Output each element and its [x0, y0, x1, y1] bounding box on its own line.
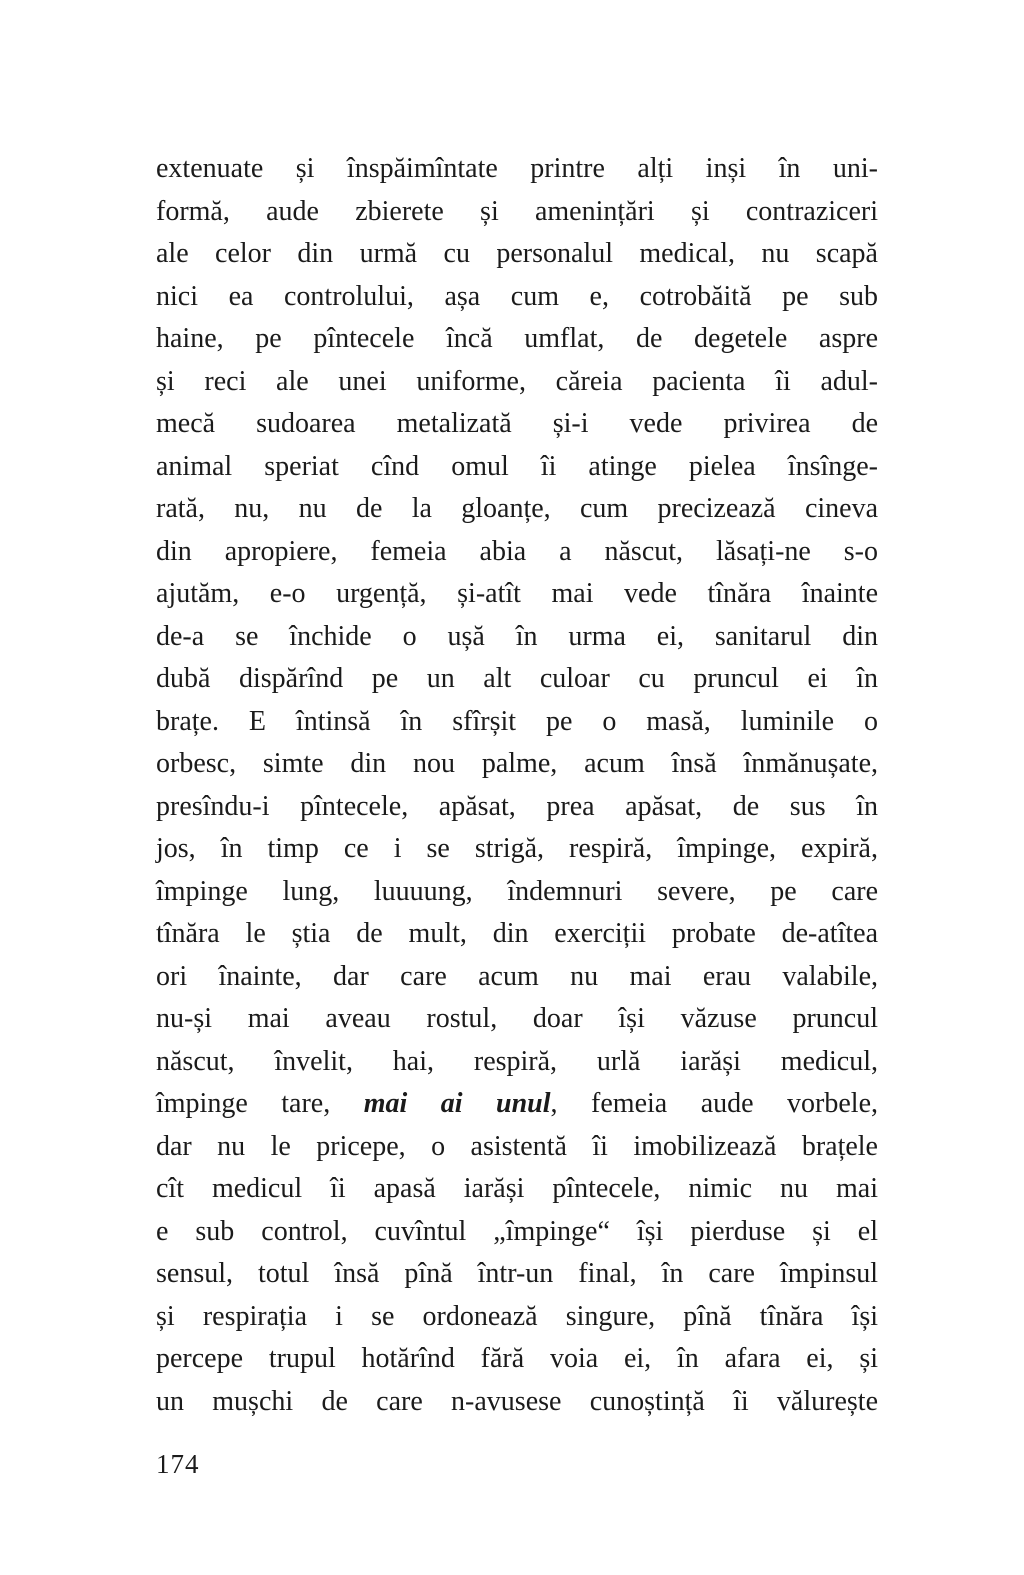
text-segment: ajutăm, e-o urgență, și-atît mai vede tînăra înainte	[156, 578, 878, 609]
text-segment: animal speriat cînd omul îi atinge pielea însînge-	[156, 450, 878, 482]
text-segment: nu-și mai aveau rostul, doar își văzuse pruncul	[156, 1003, 878, 1034]
text-line	[156, 1126, 878, 1169]
text-line	[156, 913, 878, 956]
text-segment: din apropiere, femeia abia a născut, lăsați-ne s-o	[156, 535, 878, 567]
text-line	[156, 616, 878, 659]
page-number: 174	[156, 1449, 200, 1479]
text-line	[156, 361, 878, 404]
text-line	[156, 1338, 878, 1381]
text-segment: rată, nu, nu de la gloanțe, cum precizează cineva	[156, 493, 878, 524]
text-line	[156, 488, 878, 531]
text-segment: tînăra le știa de mult, din exerciții probate de-atîtea	[156, 918, 878, 949]
text-segment: și reci ale unei uniforme, căreia pacienta îi adul-	[156, 365, 878, 397]
text-segment: împinge lung, luuuung, îndemnuri severe, pe care	[156, 875, 878, 907]
text-line	[156, 276, 878, 319]
text-segment: extenuate și înspăimîntate printre alți inși în uni-	[156, 153, 878, 184]
text-line	[156, 318, 878, 361]
text-line	[156, 743, 878, 786]
text-segment: e sub control, cuvîntul „împinge“ își pierduse și el	[156, 1215, 878, 1247]
text-line	[156, 191, 878, 234]
text-line	[156, 1253, 878, 1296]
text-line	[156, 956, 878, 999]
text-segment: nici ea controlului, așa cum e, cotrobăită pe sub	[156, 280, 878, 312]
text-segment: sensul, totul însă pînă într-un final, în care împinsul	[156, 1258, 878, 1289]
text-line	[156, 1211, 878, 1254]
text-segment: împinge tare,	[156, 1088, 364, 1119]
text-line	[156, 1296, 878, 1339]
text-line	[156, 531, 878, 574]
text-line	[156, 233, 878, 276]
text-line	[156, 871, 878, 914]
text-line	[156, 1083, 878, 1126]
text-line	[156, 1381, 878, 1424]
text-line	[156, 701, 878, 744]
text-segment: dar nu le pricepe, o asistentă îi imobilizează brațele	[156, 1130, 878, 1162]
text-segment: formă, aude zbierete și amenințări și contraziceri	[156, 195, 878, 227]
emphasized-phrase: mai ai unul	[363, 1088, 551, 1119]
text-segment: haine, pe pîntecele încă umflat, de degetele aspre	[156, 323, 878, 354]
text-line	[156, 573, 878, 616]
text-segment: ale celor din urmă cu personalul medical, nu scapă	[156, 238, 878, 269]
text-line	[156, 1168, 878, 1211]
text-segment: orbesc, simte din nou palme, acum însă înmănușate,	[156, 748, 878, 779]
text-segment: ori înainte, dar care acum nu mai erau valabile,	[156, 960, 878, 992]
text-segment: brațe. E întinsă în sfîrșit pe o masă, luminile o	[156, 705, 878, 737]
text-segment: un mușchi de care n-avusese cunoștință îi vălurește	[156, 1385, 878, 1417]
text-segment: mecă sudoarea metalizată și-i vede privirea de	[156, 408, 878, 439]
text-line	[156, 1041, 878, 1084]
text-segment: cît medicul îi apasă iarăși pîntecele, nimic nu mai	[156, 1173, 878, 1204]
text-segment: , femeia aude vorbele,	[550, 1088, 879, 1119]
text-line	[156, 828, 878, 871]
text-segment: născut, învelit, hai, respiră, urlă iarăși medicul,	[156, 1045, 878, 1077]
text-segment: de-a se închide o ușă în urma ei, sanitarul din	[156, 620, 878, 652]
text-segment: și respirația i se ordonează singure, pînă tînăra își	[156, 1300, 878, 1332]
text-segment: presîndu-i pîntecele, apăsat, prea apăsat, de sus în	[156, 790, 878, 822]
text-segment: jos, în timp ce i se strigă, respiră, împinge, expiră,	[156, 833, 878, 864]
text-line	[156, 998, 878, 1041]
text-line	[156, 658, 878, 701]
text-segment: percepe trupul hotărînd fără voia ei, în afara ei, și	[156, 1343, 878, 1374]
text-line	[156, 786, 878, 829]
text-line	[156, 403, 878, 446]
text-segment: dubă dispărînd pe un alt culoar cu pruncul ei în	[156, 663, 878, 694]
text-line	[156, 446, 878, 489]
body-text	[156, 148, 878, 1423]
text-line	[156, 148, 878, 191]
